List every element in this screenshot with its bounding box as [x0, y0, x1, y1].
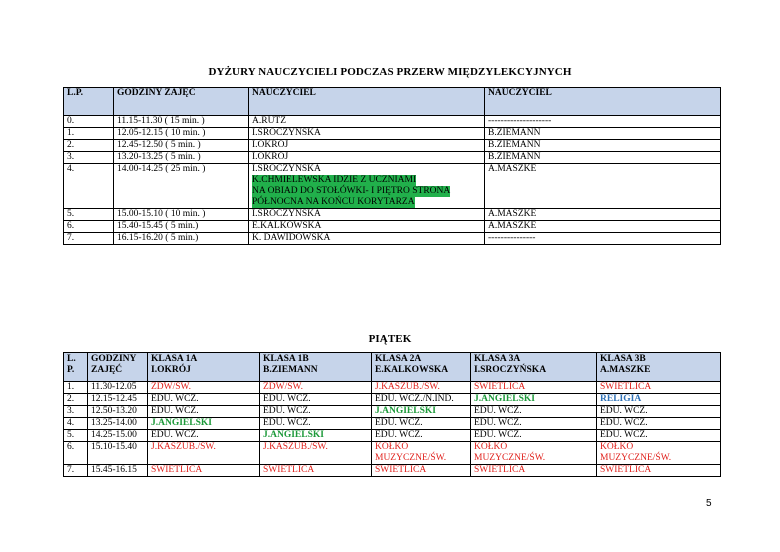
- time-cell: 14.00-14.25 ( 25 min. ): [114, 164, 249, 209]
- header-line: ZAJĘĆ: [91, 365, 123, 375]
- teacher1-name: A.RUTZ: [252, 116, 287, 126]
- lunch-note-line: PÓŁNOCNA NA KOŃCU KORYTARZA: [252, 197, 415, 207]
- teacher1-cell: [249, 233, 485, 245]
- lesson-cell: ŚWIETLICA: [597, 382, 721, 394]
- time-cell: 15.00-15.10 ( 10 min. ): [114, 209, 249, 221]
- teacher2-cell: B.ZIEMANN: [485, 152, 721, 164]
- teacher1-name: I.SROCZYŃSKA: [252, 209, 321, 219]
- header-line: E.KALKOWSKA: [375, 365, 449, 375]
- header-line: KLASA 1A: [151, 354, 198, 364]
- lesson-cell: EDU. WCZ.: [148, 394, 260, 406]
- lesson-cell: EDU. WCZ.: [260, 418, 372, 430]
- lesson-cell: RELIGIA: [597, 394, 721, 406]
- lp-cell: 6.: [64, 442, 88, 465]
- header-line: KLASA 3B: [600, 354, 646, 364]
- header-line: A.MASZKE: [600, 365, 651, 375]
- lesson-cell: EDU. WCZ.: [471, 418, 597, 430]
- friday-header-1: [88, 353, 148, 382]
- lesson-cell: J.KASZUB./ŚW.: [372, 382, 471, 394]
- lesson-cell: EDU. WCZ.: [148, 406, 260, 418]
- lp-cell: 3.: [64, 406, 88, 418]
- lp-cell: 7.: [64, 465, 88, 477]
- lp-cell: 0.: [64, 116, 114, 128]
- lesson-cell: J.ANGIELSKI: [260, 430, 372, 442]
- lp-cell: 2.: [64, 140, 114, 152]
- lesson-cell: J.ANGIELSKI: [471, 394, 597, 406]
- time-cell: 14.25-15.00: [88, 430, 148, 442]
- lesson-cell: EDU. WCZ./N.IND.: [372, 394, 471, 406]
- table-row: [64, 140, 721, 152]
- time-cell: 15.40-15.45 ( 5 min.): [114, 221, 249, 233]
- lp-cell: 2.: [64, 394, 88, 406]
- table-row: [64, 233, 721, 245]
- table-row: [64, 116, 721, 128]
- lesson-cell: J.KASZUB./ŚW.: [148, 442, 260, 465]
- teacher1-cell: [249, 152, 485, 164]
- teacher1-cell: [249, 164, 485, 209]
- table-row: [64, 128, 721, 140]
- friday-header-0: [64, 353, 88, 382]
- lp-cell: 4.: [64, 418, 88, 430]
- lesson-cell: ZDW/ŚW.: [260, 382, 372, 394]
- duty-header-teacher1: NAUCZYCIEL: [249, 88, 485, 116]
- lesson-cell: KÓŁKO MUZYCZNE/ŚW.: [597, 442, 721, 465]
- lp-cell: 5.: [64, 430, 88, 442]
- teacher1-cell: [249, 209, 485, 221]
- teacher1-cell: [249, 140, 485, 152]
- teacher1-name: I.SROCZYŃSKA: [252, 128, 321, 138]
- lesson-cell: EDU. WCZ.: [471, 406, 597, 418]
- friday-table: [63, 352, 721, 477]
- teacher1-name: E.KALKOWSKA: [252, 221, 322, 231]
- lesson-cell: J.ANGIELSKI: [148, 418, 260, 430]
- lp-cell: 4.: [64, 164, 114, 209]
- table-row: [64, 430, 721, 442]
- lesson-cell: ZDW/ŚW.: [148, 382, 260, 394]
- duty-header-teacher2: NAUCZYCIEL: [485, 88, 721, 116]
- lesson-cell: ŚWIETLICA: [260, 465, 372, 477]
- table-row: [64, 418, 721, 430]
- table-row: [64, 382, 721, 394]
- table-row: [64, 394, 721, 406]
- friday-header-6: [597, 353, 721, 382]
- time-cell: 12.50-13.20: [88, 406, 148, 418]
- lp-cell: 7.: [64, 233, 114, 245]
- page-number: 5: [706, 498, 712, 509]
- lesson-cell: ŚWIETLICA: [597, 465, 721, 477]
- table-row: [64, 221, 721, 233]
- lunch-note-line: NA OBIAD DO STOŁÓWKI- I PIĘTRO STRONA: [252, 186, 451, 196]
- table-row: [64, 209, 721, 221]
- time-cell: 13.25-14.00: [88, 418, 148, 430]
- lesson-cell: EDU. WCZ.: [260, 394, 372, 406]
- lesson-cell: ŚWIETLICA: [471, 382, 597, 394]
- friday-header-row: [64, 353, 721, 382]
- lp-cell: 6.: [64, 221, 114, 233]
- time-cell: 12.15-12.45: [88, 394, 148, 406]
- time-cell: 11.30-12.05: [88, 382, 148, 394]
- friday-header-5: [471, 353, 597, 382]
- time-cell: 15.45-16.15: [88, 465, 148, 477]
- header-line: KLASA 1B: [263, 354, 309, 364]
- teacher1-name: K. DAWIDOWSKA: [252, 233, 331, 243]
- teacher2-cell: --------------------: [485, 116, 721, 128]
- time-cell: 12.45-12.50 ( 5 min. ): [114, 140, 249, 152]
- header-line: KLASA 3A: [474, 354, 521, 364]
- teacher2-cell: B.ZIEMANN: [485, 140, 721, 152]
- lesson-cell: ŚWIETLICA: [471, 465, 597, 477]
- header-line: I.SROCZYŃSKA: [474, 365, 547, 375]
- friday-header-3: [260, 353, 372, 382]
- teacher1-name: I.SROCZYŃSKA: [252, 164, 321, 174]
- table-row: [64, 164, 721, 209]
- teacher1-name: I.OKRÓJ: [252, 152, 289, 162]
- teacher2-cell: A.MASZKE: [485, 221, 721, 233]
- time-cell: 12.05-12.15 ( 10 min. ): [114, 128, 249, 140]
- lesson-cell: ŚWIETLICA: [372, 465, 471, 477]
- teacher1-cell: [249, 221, 485, 233]
- teacher1-cell: [249, 116, 485, 128]
- time-cell: 11.15-11.30 ( 15 min. ): [114, 116, 249, 128]
- lp-cell: 5.: [64, 209, 114, 221]
- lesson-cell: KÓŁKO MUZYCZNE/ŚW.: [372, 442, 471, 465]
- lesson-cell: KÓŁKO MUZYCZNE/ŚW.: [471, 442, 597, 465]
- header-line: B.ZIEMANN: [263, 365, 318, 375]
- lp-cell: 3.: [64, 152, 114, 164]
- friday-header-4: [372, 353, 471, 382]
- lesson-cell: ŚWIETLICA: [148, 465, 260, 477]
- lp-cell: 1.: [64, 382, 88, 394]
- time-cell: 16.15-16.20 ( 5 min.): [114, 233, 249, 245]
- table-row: [64, 152, 721, 164]
- lunch-note-line: K.CHMIELEWSKA IDZIE Z UCZNIAMI: [252, 175, 417, 185]
- lesson-cell: EDU. WCZ.: [260, 406, 372, 418]
- duty-header-time: GODZINY ZAJĘĆ: [114, 88, 249, 116]
- duty-table: [63, 87, 721, 245]
- teacher2-cell: B.ZIEMANN: [485, 128, 721, 140]
- header-line: P.: [67, 365, 75, 375]
- lp-cell: 1.: [64, 128, 114, 140]
- teacher2-cell: ---------------: [485, 233, 721, 245]
- lesson-cell: EDU. WCZ.: [597, 406, 721, 418]
- duty-header-lp: L.P.: [64, 88, 114, 116]
- lesson-cell: EDU. WCZ.: [372, 430, 471, 442]
- friday-header-2: [148, 353, 260, 382]
- lesson-cell: EDU. WCZ.: [148, 430, 260, 442]
- duty-header-row: [64, 88, 721, 116]
- table-row: [64, 442, 721, 465]
- time-cell: 15.10-15.40: [88, 442, 148, 465]
- table-row: [64, 465, 721, 477]
- teacher1-name: I.OKRÓJ: [252, 140, 289, 150]
- header-line: I.OKRÓJ: [151, 365, 191, 375]
- time-cell: 13.20-13.25 ( 5 min. ): [114, 152, 249, 164]
- header-line: L.: [67, 354, 76, 364]
- header-line: GODZINY: [91, 354, 137, 364]
- lesson-cell: EDU. WCZ.: [597, 418, 721, 430]
- friday-title: PIĄTEK: [368, 333, 412, 345]
- lesson-cell: J.ANGIELSKI: [372, 406, 471, 418]
- lesson-cell: EDU. WCZ.: [471, 430, 597, 442]
- lesson-cell: EDU. WCZ.: [372, 418, 471, 430]
- teacher2-cell: A.MASZKE: [485, 164, 721, 209]
- lesson-cell: EDU. WCZ.: [597, 430, 721, 442]
- lesson-cell: J.KASZUB./ŚW.: [260, 442, 372, 465]
- header-line: KLASA 2A: [375, 354, 422, 364]
- teacher1-cell: [249, 128, 485, 140]
- table-row: [64, 406, 721, 418]
- duty-title: DYŻURY NAUCZYCIELI PODCZAS PRZERW MIĘDZYLEKCYJNYCH: [208, 66, 572, 78]
- teacher2-cell: A.MASZKE: [485, 209, 721, 221]
